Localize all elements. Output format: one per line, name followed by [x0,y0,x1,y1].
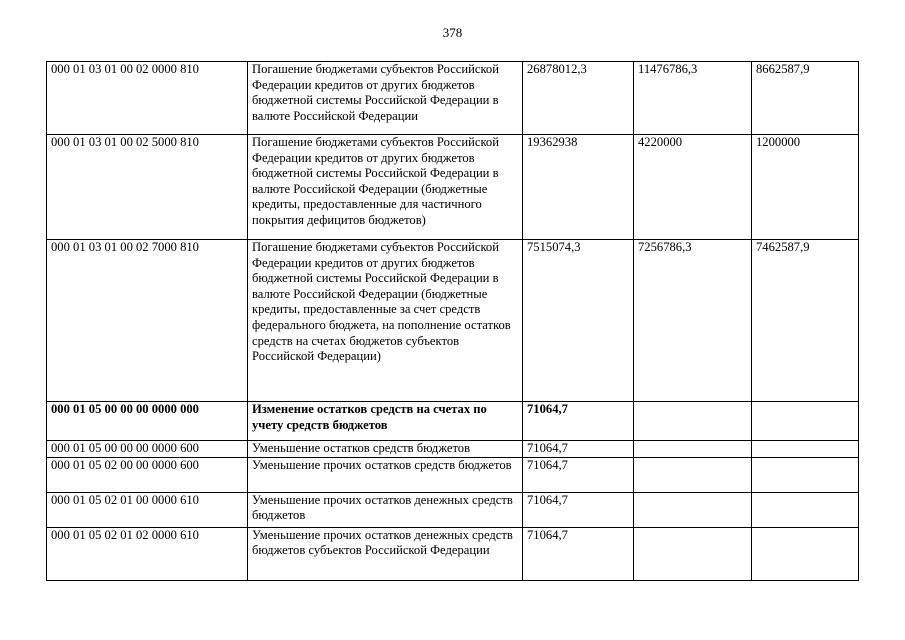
budget-code: 000 01 05 00 00 00 0000 000 [47,402,248,441]
table-row [47,527,859,580]
budget-code: 000 01 03 01 00 02 7000 810 [47,240,248,402]
value-col-1: 71064,7 [523,457,634,492]
table-row [47,441,859,458]
budget-code: 000 01 05 02 01 00 0000 610 [47,492,248,527]
table-row-section-header [47,402,859,441]
value-col-1: 7515074,3 [523,240,634,402]
table-row [47,135,859,240]
value-col-2 [634,402,752,441]
budget-code: 000 01 05 00 00 00 0000 600 [47,441,248,458]
table-row [47,492,859,527]
value-col-1: 71064,7 [523,402,634,441]
value-col-1: 26878012,3 [523,62,634,135]
value-col-2 [634,527,752,580]
value-col-3 [752,402,859,441]
budget-item-name: Уменьшение прочих остатков денежных средств бюджетов субъектов Российской Федерации [248,527,523,580]
budget-code: 000 01 05 02 01 02 0000 610 [47,527,248,580]
budget-table [46,61,859,581]
value-col-3 [752,492,859,527]
table-row [47,240,859,402]
value-col-2: 11476786,3 [634,62,752,135]
value-col-2 [634,457,752,492]
budget-item-name: Уменьшение прочих остатков средств бюджетов [248,457,523,492]
value-col-3 [752,457,859,492]
value-col-3: 7462587,9 [752,240,859,402]
value-col-2: 4220000 [634,135,752,240]
budget-item-name: Погашение бюджетами субъектов Российской Федерации кредитов от других бюджетов бюджетной системы Российской Федерации в валюте Российской Федерации [248,62,523,135]
budget-code: 000 01 03 01 00 02 0000 810 [47,62,248,135]
value-col-3: 8662587,9 [752,62,859,135]
budget-code: 000 01 05 02 00 00 0000 600 [47,457,248,492]
value-col-2 [634,492,752,527]
value-col-1: 71064,7 [523,492,634,527]
value-col-3: 1200000 [752,135,859,240]
value-col-2 [634,441,752,458]
budget-item-name: Погашение бюджетами субъектов Российской Федерации кредитов от других бюджетов бюджетной системы Российской Федерации в валюте Российской Федерации (бюджетные кредиты, предоставленные для частичного покрытия дефицитов бюджетов) [248,135,523,240]
budget-item-name: Уменьшение остатков средств бюджетов [248,441,523,458]
value-col-3 [752,527,859,580]
value-col-2: 7256786,3 [634,240,752,402]
budget-item-name: Изменение остатков средств на счетах по учету средств бюджетов [248,402,523,441]
table-row [47,457,859,492]
value-col-1: 71064,7 [523,527,634,580]
value-col-3 [752,441,859,458]
budget-code: 000 01 03 01 00 02 5000 810 [47,135,248,240]
value-col-1: 71064,7 [523,441,634,458]
value-col-1: 19362938 [523,135,634,240]
page-number: 378 [442,25,463,40]
table-row [47,62,859,135]
budget-item-name: Уменьшение прочих остатков денежных средств бюджетов [248,492,523,527]
budget-item-name: Погашение бюджетами субъектов Российской Федерации кредитов от других бюджетов бюджетной системы Российской Федерации в валюте Российской Федерации (бюджетные кредиты, предоставленные за счет средств федерального бюджета, на пополнение остатков средств на счетах бюджетов субъектов Российской Федерации) [248,240,523,402]
